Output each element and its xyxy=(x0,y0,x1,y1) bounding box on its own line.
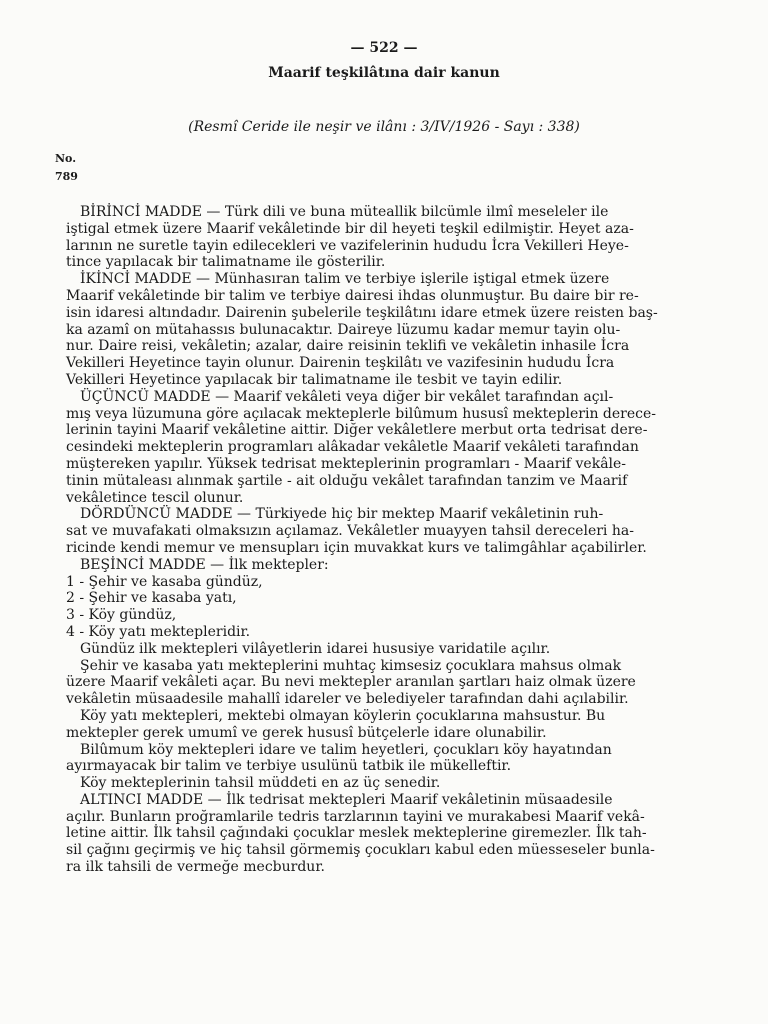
text-line: vekâletin müsaadesile mahallî idareler ve belediyeler tarafından dahi açılabilir. xyxy=(66,691,629,708)
article-3 xyxy=(66,389,718,507)
law-number-label: No. xyxy=(55,152,77,165)
text-line: İKİNCİ MADDE — Münhasıran talim ve terbiye işlerile iştigal etmek üzere xyxy=(80,271,610,288)
page-number: — 522 — xyxy=(350,40,418,56)
text-line: DÖRDÜNCÜ MADDE — Türkiyede hiç bir mektep Maarif vekâletinin ruh- xyxy=(80,506,604,523)
text-line: tince yapılacak bir talimatname ile gösterilir. xyxy=(66,254,386,271)
text-line: ra ilk tahsili de vermeğe mecburdur. xyxy=(66,859,325,876)
text-line: Köy mekteplerinin tahsil müddeti en az üç senedir. xyxy=(80,775,441,792)
article-2 xyxy=(66,271,718,389)
text-line: Şehir ve kasaba yatı mekteplerini muhtaç kimsesiz çocuklara mahsus olmak xyxy=(80,657,622,674)
text-line: cesindeki mekteplerin programları alâkadar vekâletle Maarif vekâleti tarafından xyxy=(66,439,639,456)
text-line: larının ne suretle tayin edilecekleri ve vazifelerinin hududu İcra Vekilleri Heye- xyxy=(66,237,629,254)
text-line: açılır. Bunların proğramlarile tedris tarzlarının tayini ve murakabesi Maarif vekâ- xyxy=(66,808,645,825)
law-number: 789 xyxy=(55,170,78,183)
text-line: ayırmayacak bir talim ve terbiye usulünü tatbik ile mükelleftir. xyxy=(66,758,512,775)
text-line: üzere Maarif vekâleti açar. Bu nevi mektepler aranılan şartları haiz olmak üzere xyxy=(66,674,636,691)
list-item: 1 - Şehir ve kasaba gündüz, xyxy=(66,573,263,590)
text-line: Gündüz ilk mektepleri vilâyetlerin idarei hususiye varidatile açılır. xyxy=(80,640,551,657)
text-line: sat ve muvafakati olmaksızın açılamaz. Vekâletler muayyen tahsil dereceleri ha- xyxy=(66,523,634,540)
text-line: tinin mütaleası alınmak şartile - ait olduğu vekâlet tarafından tanzim ve Maarif xyxy=(66,472,628,489)
list-item: 2 - Şehir ve kasaba yatı, xyxy=(66,590,237,607)
text-line: mış veya lüzumuna göre açılacak mekteplerle bilûmum hususî mekteplerin derece- xyxy=(66,405,656,422)
text-line: sil çağını geçirmiş ve hiç tahsil görmemiş çocukları kabul eden müesseseler bunla- xyxy=(66,842,655,859)
text-line: Köy yatı mektepleri, mektebi olmayan köylerin çocuklarına mahsustur. Bu xyxy=(80,707,606,724)
text-line: Maarif vekâletinde bir talim ve terbiye dairesi ihdas olunmuştur. Bu daire bir re- xyxy=(66,287,639,304)
text-line: ALTINCI MADDE — İlk tedrisat mektepleri Maarif vekâletinin müsaadesile xyxy=(80,791,613,808)
article-6 xyxy=(66,792,718,876)
text-line: letine aittir. İlk tahsil çağındaki çocuklar meslek mekteplerine giremezler. İlk tah- xyxy=(66,825,647,842)
text-line: vekâletince tescil olunur. xyxy=(66,489,244,506)
text-line: ricinde kendi memur ve mensupları için muvakkat kurs ve talimgâhlar açabilirler. xyxy=(66,539,647,556)
law-title: Maarif teşkilâtına dair kanun xyxy=(268,65,500,81)
document-body xyxy=(66,204,718,876)
text-line: ÜÇÜNCÜ MADDE — Maarif vekâleti veya diğer bir vekâlet tarafından açıl- xyxy=(80,388,614,405)
text-line: Vekilleri Heyetince tayin olunur. Dairenin teşkilâtı ve vazifesinin hududu İcra xyxy=(66,355,615,372)
text-line: nur. Daire reisi, vekâletin; azalar, daire reisinin teklifi ve vekâletin inhasile İcra xyxy=(66,338,630,355)
text-line: mektepler gerek umumî ve gerek hususî bütçelerle idare olunabilir. xyxy=(66,724,547,741)
text-line: ka azamî on mütahassıs bulunacaktır. Daireye lüzumu kadar memur tayin olu- xyxy=(66,321,621,338)
text-line: müştereken yapılır. Yüksek tedrisat mekteplerinin programları - Maarif vekâle- xyxy=(66,455,627,472)
article-1 xyxy=(66,204,718,271)
text-line: BİRİNCİ MADDE — Türk dili ve buna müteallik bilcümle ilmî meseleler ile xyxy=(80,204,609,220)
article-4 xyxy=(66,506,718,556)
list-item: 3 - Köy gündüz, xyxy=(66,607,177,624)
text-line: isin idaresi altındadır. Dairenin şubelerile teşkilâtını idare etmek üzere reisten baş- xyxy=(66,304,658,321)
text-line: lerinin tayini Maarif vekâletine aittir. Diğer vekâletlere merbut orta tedrisat dere- xyxy=(66,422,648,439)
text-line: Vekilleri Heyetince yapılacak bir talimatname ile tesbit ve tayin edilir. xyxy=(66,371,563,388)
article-5 xyxy=(66,557,718,792)
text-line: iştigal etmek üzere Maarif vekâletinde bir dil heyeti teşkil edilmiştir. Heyet aza- xyxy=(66,220,634,237)
text-line: BEŞİNCİ MADDE — İlk mektepler: xyxy=(80,556,329,573)
text-line: Bilûmum köy mektepleri idare ve talim heyetleri, çocukları köy hayatından xyxy=(80,741,612,758)
gazette-reference: (Resmî Ceride ile neşir ve ilânı : 3/IV/1926 - Sayı : 338) xyxy=(188,119,580,135)
list-item: 4 - Köy yatı mektepleridir. xyxy=(66,623,251,640)
